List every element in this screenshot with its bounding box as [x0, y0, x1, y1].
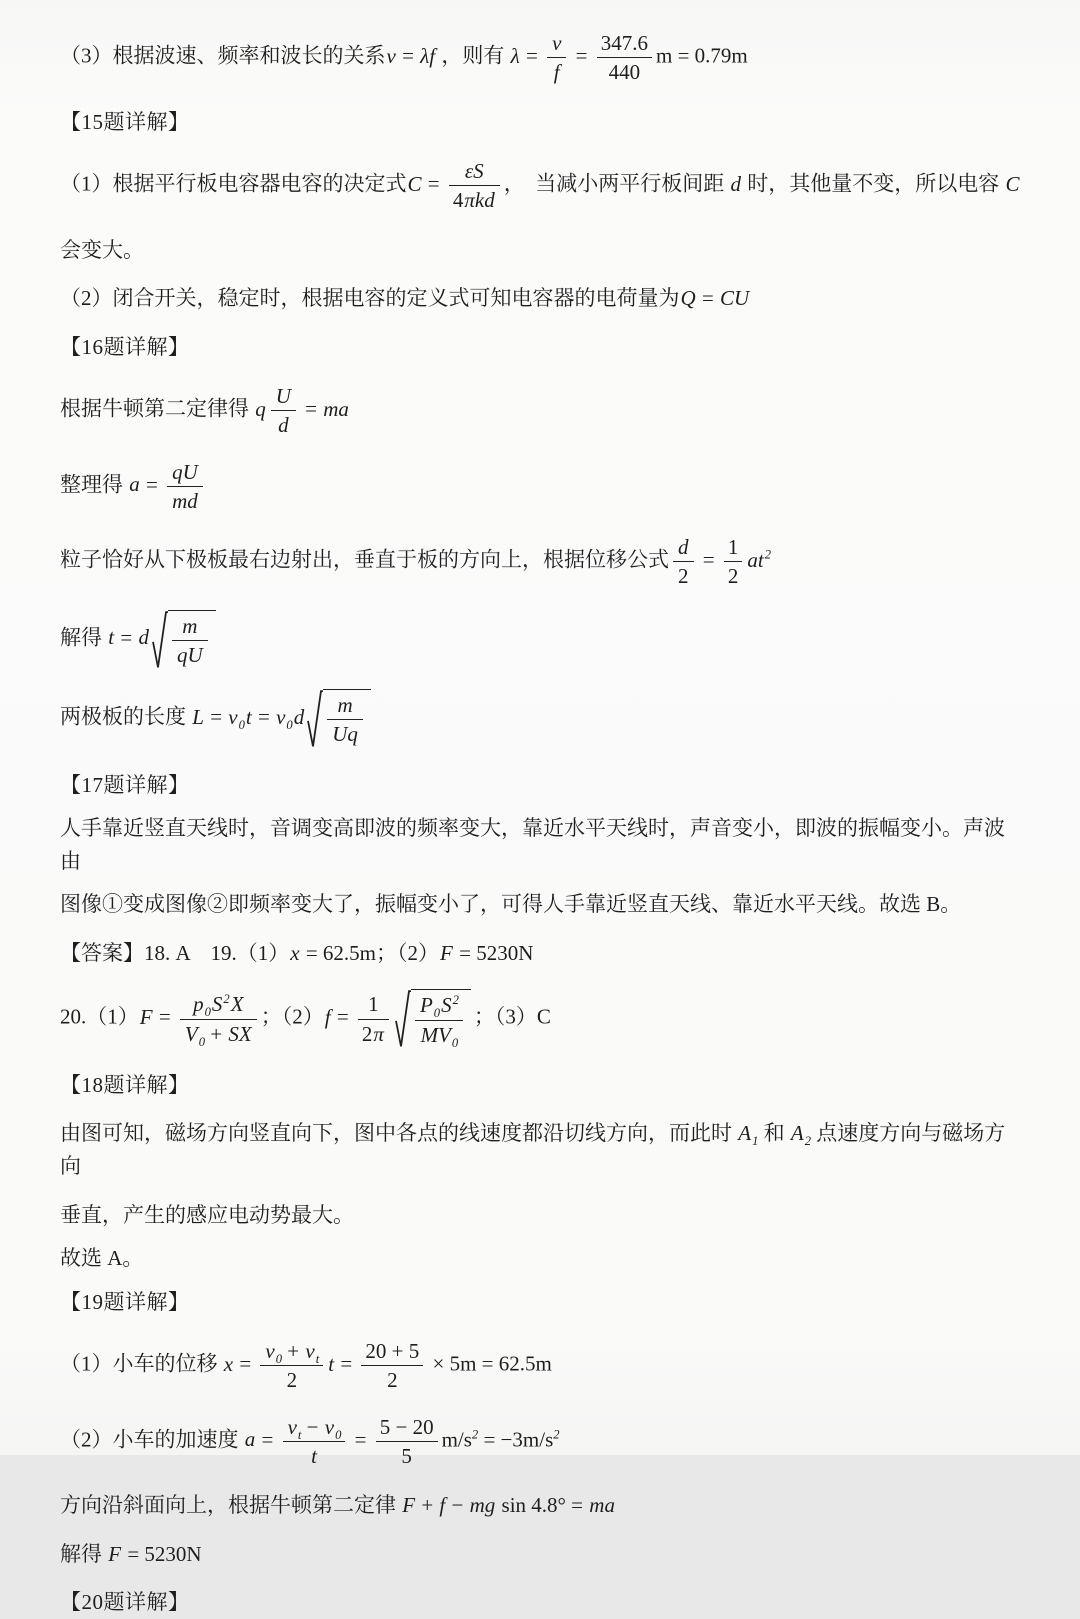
solution-line-q18-choice: 故选 A。 [60, 1246, 144, 1271]
math-variable: t [245, 704, 252, 729]
radical-icon [152, 610, 168, 670]
fraction [376, 1414, 438, 1470]
radical-icon [395, 989, 411, 1049]
math-text: = [252, 704, 276, 729]
math-subscript: 0 [238, 717, 245, 732]
fraction-numerator [376, 1414, 438, 1441]
math-variable: v [228, 704, 238, 729]
section-heading-15: 【15题详解】 [60, 109, 190, 134]
math-variable: a [244, 1427, 256, 1452]
math-text: 2 [387, 1368, 398, 1393]
math-variable: d [678, 535, 689, 560]
math-text: 1 [368, 992, 379, 1017]
math-text: = [335, 1351, 358, 1376]
math-text: 20 + 5 [365, 1339, 420, 1364]
fraction [361, 1338, 423, 1394]
fraction-denominator [673, 561, 694, 589]
fraction [172, 613, 208, 669]
math-text: + [205, 1021, 228, 1046]
math-subscript: 0 [204, 1005, 211, 1020]
math-variable: qU [172, 459, 198, 484]
math-text: − [446, 1493, 469, 1518]
math-text: 由图可知，磁场方向竖直向下，图中各点的线速度都沿切线方向，而此时 [60, 1121, 738, 1146]
section-heading-20: 【20题详解】 [60, 1590, 190, 1615]
math-variable: εS [464, 159, 484, 184]
math-text: = 5230N [122, 1541, 202, 1566]
math-text: 方向沿斜面向上，根据牛顿第二定律 [60, 1493, 402, 1518]
solution-line-q15-part1 [60, 158, 1024, 214]
math-text: 时，其他量不变，所以电容 [741, 171, 1005, 196]
math-text: 点速度方向与磁场方向 [60, 1121, 1006, 1179]
math-variable: Q [680, 286, 696, 311]
math-variable: at [747, 547, 764, 572]
math-variable: A [790, 1121, 804, 1146]
math-text: = [115, 625, 138, 650]
fraction-denominator [167, 486, 203, 514]
math-subscript: t [297, 1427, 302, 1442]
fraction-numerator [673, 534, 694, 561]
math-variable: U [275, 384, 291, 409]
fraction [283, 1414, 346, 1470]
math-text: （1）小车的位移 [60, 1351, 223, 1376]
solution-line-q18-2: 垂直，产生的感应电动势最大。 [60, 1202, 354, 1227]
fraction-denominator [547, 57, 566, 85]
math-variable: t [328, 1351, 335, 1376]
math-text: = 62.5m；（2） [300, 940, 440, 965]
math-text: × 5m = 62.5m [427, 1351, 552, 1376]
solution-line-q16-5 [60, 689, 1024, 749]
solution-line-q19-3 [60, 1489, 1024, 1522]
math-text: 解得 [60, 1541, 108, 1566]
fraction-numerator [361, 1338, 423, 1365]
math-variable: v [305, 1339, 315, 1364]
math-text: = [256, 1427, 279, 1452]
math-variable: S [211, 992, 223, 1017]
math-text: 20.（1） [60, 1004, 139, 1029]
fraction [167, 459, 203, 515]
solution-line-q16-2 [60, 459, 1024, 515]
fraction [597, 30, 652, 86]
fraction-numerator [172, 613, 208, 640]
fraction-denominator [415, 1020, 463, 1048]
math-variable: λf [420, 43, 436, 68]
fraction-denominator [361, 1365, 423, 1393]
fraction [415, 992, 463, 1048]
math-subscript: 0 [198, 1034, 206, 1049]
math-variable: p [193, 992, 204, 1017]
math-variable: Uq [332, 722, 358, 747]
fraction [180, 991, 257, 1047]
math-variable: C [1005, 171, 1020, 196]
square-root-body [411, 989, 471, 1049]
answer-line-18-19 [60, 937, 1024, 970]
math-variable: v [324, 1414, 335, 1439]
math-supscript: 2 [553, 1427, 560, 1442]
math-text: 2 [727, 564, 739, 589]
fraction-numerator [260, 1338, 323, 1365]
math-text: （1）根据平行板电容器电容的决定式 [60, 171, 407, 196]
answer-line-20 [60, 989, 1024, 1049]
math-subscript: 2 [804, 1134, 811, 1149]
math-variable: d [293, 704, 305, 729]
math-variable: λ [510, 43, 520, 68]
math-subscript: 0 [451, 1035, 459, 1050]
math-variable: v [552, 31, 562, 55]
math-text: 2 [678, 564, 689, 589]
math-variable: md [172, 488, 198, 513]
math-text: = [696, 286, 720, 311]
section-heading-18: 【18题详解】 [60, 1072, 190, 1097]
math-text: 5 − 20 [379, 1414, 434, 1439]
fraction-numerator [167, 459, 203, 486]
math-variable: A [738, 1121, 752, 1146]
math-text: 5 [401, 1443, 412, 1468]
solution-line-q19-1 [60, 1338, 1024, 1394]
math-text: ；（3）C [473, 1004, 551, 1029]
math-text: = [349, 1427, 372, 1452]
math-variable: π [373, 1021, 384, 1046]
math-text: = [234, 1351, 257, 1376]
fraction-numerator [271, 383, 296, 410]
fraction-numerator [358, 991, 389, 1018]
math-text: 根据牛顿第二定律得 [60, 396, 255, 421]
math-variable: t [311, 1443, 317, 1468]
fraction-numerator [449, 158, 500, 185]
solution-line-q19-4 [60, 1538, 1024, 1571]
math-variable: F [139, 1004, 153, 1029]
math-variable: mg [469, 1493, 496, 1518]
math-text: ；（2） [260, 1004, 324, 1029]
math-subscript: 0 [433, 1006, 441, 1021]
solution-line-q16-1 [60, 383, 1024, 439]
square-root-body [323, 689, 371, 749]
fraction-denominator [327, 719, 363, 747]
math-text: 和 [758, 1121, 790, 1146]
math-variable: F [440, 940, 453, 965]
fraction [547, 30, 566, 86]
radical-icon [307, 689, 323, 749]
math-text: + [282, 1339, 305, 1364]
solution-line-q14-part3 [60, 30, 1024, 86]
fraction [724, 534, 743, 590]
math-text: sin 4.8° = [496, 1493, 589, 1518]
fraction-numerator [327, 692, 363, 719]
math-text: 2 [286, 1368, 298, 1393]
math-text: 两极板的长度 [60, 704, 192, 729]
math-text: = [140, 472, 164, 497]
math-variable: S [441, 993, 452, 1018]
math-subscript: 1 [752, 1134, 759, 1149]
math-text: （2）小车的加速度 [60, 1427, 244, 1452]
math-text: = [520, 43, 544, 68]
math-text: 2 [361, 1021, 373, 1046]
math-variable: a [129, 472, 140, 497]
math-text: = [204, 704, 228, 729]
fraction-numerator [547, 30, 566, 57]
math-variable: CU [720, 286, 750, 311]
math-variable: d [138, 625, 149, 650]
section-heading-17: 【17题详解】 [60, 772, 190, 797]
math-text: （2）闭合开关，稳定时，根据电容的定义式可知电容器的电荷量为 [60, 286, 680, 311]
section-heading-16: 【16题详解】 [60, 334, 190, 359]
math-text: − [301, 1414, 324, 1439]
fraction-numerator [597, 30, 652, 57]
fraction-denominator [260, 1365, 323, 1393]
math-text: 解得 [60, 625, 108, 650]
fraction-denominator [724, 561, 743, 589]
fraction [271, 383, 296, 439]
math-text: m = 0.79m [655, 43, 748, 68]
fraction-numerator [415, 992, 463, 1019]
math-variable: SX [228, 1021, 252, 1046]
math-text: = 5230N [453, 940, 534, 965]
math-variable: F [108, 1541, 122, 1566]
math-variable: v [386, 43, 396, 68]
math-variable: MV [420, 1022, 451, 1047]
math-text: 1 [727, 535, 739, 560]
solution-line-q17-1: 人手靠近竖直天线时，音调变高即波的频率变大，靠近水平天线时，声音变小，即波的振幅变小。声波由 [60, 816, 1005, 873]
math-variable: L [192, 704, 204, 729]
math-variable: v [276, 704, 286, 729]
math-text: = −3m/s [478, 1427, 554, 1452]
fraction [358, 991, 389, 1047]
fraction [449, 158, 500, 214]
solution-line-q16-4 [60, 610, 1024, 670]
math-text: 【答案】18. A 19.（1） [60, 940, 290, 965]
math-subscript: 0 [335, 1427, 342, 1442]
math-text: ，则有 [436, 43, 510, 68]
math-text: 440 [608, 60, 641, 85]
fraction-denominator [597, 57, 652, 85]
math-variable: x [223, 1351, 234, 1376]
fraction-denominator [376, 1441, 438, 1469]
fraction-denominator [358, 1019, 389, 1047]
math-text: = [299, 396, 323, 421]
math-text: 347.6 [600, 31, 648, 55]
math-variable: F [402, 1493, 416, 1518]
solution-line-q15-part2 [60, 282, 1024, 315]
math-text: = [570, 43, 593, 68]
math-variable: ma [323, 396, 349, 421]
math-variable: ma [589, 1493, 615, 1518]
math-supscript: 2 [452, 993, 459, 1008]
square-root-body [168, 610, 216, 670]
math-text: （3）根据波速、频率和波长的关系 [60, 43, 386, 68]
fraction-denominator [172, 640, 208, 668]
math-subscript: 0 [286, 717, 293, 732]
solution-line-q15-cont: 会变大。 [60, 237, 144, 262]
solution-line-q16-3 [60, 534, 1024, 590]
math-supscript: 2 [764, 547, 771, 562]
fraction-numerator [180, 991, 257, 1018]
math-variable: qU [176, 642, 203, 667]
math-variable: d [278, 413, 289, 438]
math-text: = [396, 43, 420, 68]
fraction [673, 534, 694, 590]
math-supscript: 2 [471, 1427, 479, 1442]
square-root [307, 689, 371, 749]
math-variable: t [108, 625, 115, 650]
math-text: 粒子恰好从下极板最右边射出，垂直于板的方向上，根据位移公式 [60, 547, 669, 572]
solution-line-q18-1 [60, 1117, 1024, 1182]
math-text: 4 [452, 188, 464, 213]
fraction-denominator [271, 410, 296, 438]
math-text: m/s [441, 1427, 472, 1452]
math-text: = [331, 1004, 354, 1029]
math-supscript: 2 [223, 992, 230, 1007]
fraction-denominator [283, 1441, 346, 1469]
square-root [152, 610, 216, 670]
math-variable: P [419, 993, 433, 1018]
math-variable: f [324, 1004, 331, 1029]
math-variable: f [553, 60, 560, 85]
fraction-numerator [283, 1414, 346, 1441]
math-variable: v [265, 1339, 275, 1364]
math-text: = [422, 171, 445, 196]
math-subscript: t [315, 1352, 320, 1367]
math-variable: q [255, 396, 266, 421]
section-heading-19: 【19题详解】 [60, 1289, 190, 1314]
math-variable: V [184, 1021, 198, 1046]
fraction-numerator [724, 534, 743, 561]
math-subscript: 0 [275, 1352, 283, 1367]
math-variable: x [290, 940, 300, 965]
fraction [327, 692, 363, 748]
fraction-denominator [449, 185, 500, 213]
math-text: = [697, 547, 720, 572]
math-text: + [416, 1493, 439, 1518]
math-variable: d [730, 171, 741, 196]
math-variable: v [287, 1414, 297, 1439]
math-variable: C [407, 171, 422, 196]
math-variable: X [230, 992, 244, 1017]
math-text: ， 当减小两平行板间距 [503, 171, 730, 196]
square-root [395, 989, 471, 1049]
fraction [260, 1338, 323, 1394]
solution-line-q17-2: 图像①变成图像②即频率变大了，振幅变小了，可得人手靠近竖直天线、靠近水平天线。故选 B。 [60, 892, 962, 917]
math-text: 整理得 [60, 472, 129, 497]
fraction-denominator [180, 1019, 257, 1047]
math-text: = [153, 1004, 176, 1029]
solution-line-q19-2 [60, 1414, 1024, 1470]
math-variable: m [337, 693, 353, 718]
math-variable: m [182, 613, 198, 638]
math-variable: f [439, 1493, 446, 1518]
math-variable: πkd [464, 188, 495, 213]
